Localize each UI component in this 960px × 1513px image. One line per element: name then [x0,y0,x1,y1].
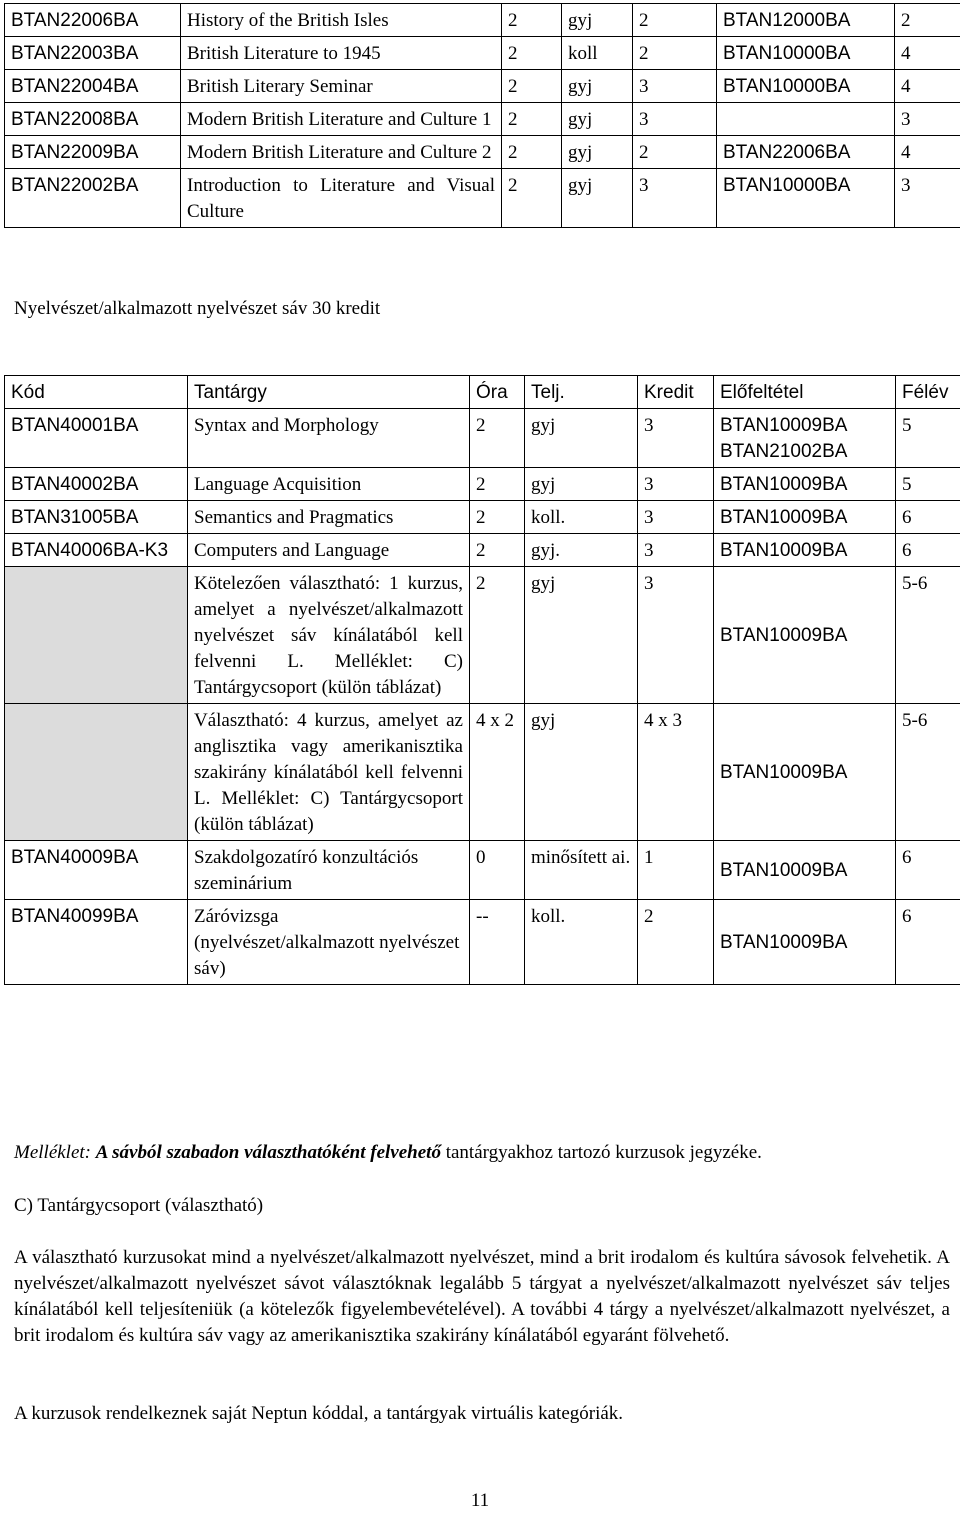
semester: 3 [895,103,960,136]
prerequisite: BTAN10000BA [717,169,895,228]
hours: 2 [502,70,562,103]
course-title: Semantics and Pragmatics [188,501,470,534]
assessment: gyj [562,103,633,136]
assessment: gyj [562,136,633,169]
table-row [5,900,960,985]
prerequisite: BTAN10000BA [717,37,895,70]
hours: 2 [502,136,562,169]
course-code: BTAN40006BA-K3 [5,534,188,567]
assessment: gyj [562,4,633,37]
course-code: BTAN40009BA [5,841,188,900]
prerequisite: BTAN10009BA [714,534,896,567]
semester: 4 [895,136,960,169]
hours: 2 [502,37,562,70]
prerequisite: BTAN10009BA [714,468,896,501]
table-row [5,468,960,501]
hours: 2 [502,169,562,228]
course-code: BTAN22003BA [5,37,181,70]
hours: 2 [470,409,525,468]
page-number: 11 [470,1490,490,1511]
prerequisite: BTAN10009BA [714,567,896,704]
credit: 3 [638,468,714,501]
course-title: Syntax and Morphology [188,409,470,468]
table-row [5,4,960,37]
credit: 4 x 3 [638,704,714,841]
assessment: gyj [562,169,633,228]
table-row [5,567,960,704]
course-title: History of the British Isles [181,4,502,37]
course-code: BTAN31005BA [5,501,188,534]
hours: 2 [470,534,525,567]
prerequisite: BTAN10009BA [714,704,896,841]
literature-course-table [4,3,960,228]
course-code: BTAN40001BA [5,409,188,468]
prerequisite: BTAN10009BA [714,501,896,534]
prerequisite: BTAN12000BA [717,4,895,37]
assessment: gyj [525,704,638,841]
annex-bold-text: A sávból szabadon választhatóként felvehető [95,1142,441,1163]
table-row [5,841,960,900]
table-row [5,169,960,228]
semester: 6 [896,900,960,985]
course-title: Záróvizsga (nyelvészet/alkalmazott nyelvészet sáv) [188,900,470,985]
header-semester: Félév [896,376,960,409]
course-title: British Literary Seminar [181,70,502,103]
course-title: Szakdolgozatíró konzultációs szeminárium [188,841,470,900]
group-subheading: C) Tantárgycsoport (választható) [14,1195,264,1216]
semester: 6 [896,534,960,567]
explanation-paragraph: A választható kurzusokat mind a nyelvészet/alkalmazott nyelvészet, mind a brit irodalom és kultúra sávosok felvehetik. A nyelvészet/alkalmazott nyelvészet sávot választóknak legalább 5 tárgyat a nyelvészet/alkalmazott nyelvészet sáv teljes kínálatából kell teljesíteniük (a kötelezők figyelembevételével). A további 4 tárgy a nyelvészet/alkalmazott nyelvészet, a brit irodalom és kultúra sáv vagy az amerikanisztika szakirány kínálatából egyaránt fölvehető. [14,1247,950,1346]
credit: 3 [633,103,717,136]
hours: 2 [470,501,525,534]
course-title: Language Acquisition [188,468,470,501]
course-title: British Literature to 1945 [181,37,502,70]
assessment: koll [562,37,633,70]
table-row [5,704,960,841]
hours: -- [470,900,525,985]
annex-rest-text: tantárgyakhoz tartozó kurzusok jegyzéke. [440,1142,762,1163]
table-row [5,103,960,136]
credit: 2 [633,37,717,70]
course-title: Kötelezően választható: 1 kurzus, amelyet a nyelvészet/alkalmazott nyelvészet sáv kínálatából kell felvenni L. Melléklet: C) Tantárgycsoport (külön táblázat) [188,567,470,704]
semester: 6 [896,841,960,900]
hours: 2 [502,103,562,136]
table-row [5,136,960,169]
hours: 2 [502,4,562,37]
hours: 0 [470,841,525,900]
hours: 4 x 2 [470,704,525,841]
semester: 6 [896,501,960,534]
course-code: BTAN22009BA [5,136,181,169]
prerequisite: BTAN10009BA BTAN21002BA [714,409,896,468]
neptun-note: A kurzusok rendelkeznek saját Neptun kóddal, a tantárgyak virtuális kategóriák. [14,1403,624,1424]
track-heading: Nyelvészet/alkalmazott nyelvészet sáv 30 kredit [14,298,381,319]
semester: 4 [895,37,960,70]
prerequisite [717,103,895,136]
semester: 5 [896,409,960,468]
hours: 2 [470,567,525,704]
credit: 3 [638,501,714,534]
credit: 3 [638,534,714,567]
header-assessment: Telj. [525,376,638,409]
course-title: Modern British Literature and Culture 2 [181,136,502,169]
table-row [5,70,960,103]
course-code: BTAN22004BA [5,70,181,103]
prerequisite: BTAN10000BA [717,70,895,103]
semester: 5 [896,468,960,501]
hours: 2 [470,468,525,501]
semester: 5-6 [896,704,960,841]
course-code: BTAN22008BA [5,103,181,136]
credit: 1 [638,841,714,900]
credit: 2 [638,900,714,985]
header-subject: Tantárgy [188,376,470,409]
prerequisite: BTAN22006BA [717,136,895,169]
prerequisite: BTAN10009BA [714,841,896,900]
course-code: BTAN40099BA [5,900,188,985]
semester: 4 [895,70,960,103]
annex-note [14,1140,950,1166]
credit: 3 [638,567,714,704]
header-credit: Kredit [638,376,714,409]
header-prerequisite: Előfeltétel [714,376,896,409]
credit: 3 [633,169,717,228]
semester: 2 [895,4,960,37]
semester: 3 [895,169,960,228]
course-title: Választható: 4 kurzus, amelyet az anglisztika vagy amerikanisztika szakirány kínálatából kell felvenni L. Melléklet: C) Tantárgycsoport (külön táblázat) [188,704,470,841]
assessment: minősített ai. [525,841,638,900]
assessment: gyj. [525,534,638,567]
assessment: koll. [525,501,638,534]
assessment: gyj [525,468,638,501]
linguistics-course-table [4,375,960,985]
credit: 3 [633,70,717,103]
header-hours: Óra [470,376,525,409]
assessment: gyj [562,70,633,103]
table-row [5,534,960,567]
prerequisite: BTAN10009BA [714,900,896,985]
table-row [5,501,960,534]
course-code [5,704,188,841]
course-code: BTAN40002BA [5,468,188,501]
assessment: gyj [525,409,638,468]
table-row [5,37,960,70]
credit: 2 [633,4,717,37]
credit: 2 [633,136,717,169]
course-code: BTAN22002BA [5,169,181,228]
assessment: gyj [525,567,638,704]
course-code [5,567,188,704]
table-header-row [5,376,960,409]
assessment: koll. [525,900,638,985]
course-title: Introduction to Literature and Visual Culture [181,169,502,228]
course-title: Computers and Language [188,534,470,567]
semester: 5-6 [896,567,960,704]
course-code: BTAN22006BA [5,4,181,37]
course-title: Modern British Literature and Culture 1 [181,103,502,136]
credit: 3 [638,409,714,468]
header-code: Kód [5,376,188,409]
table-row [5,409,960,468]
annex-label: Melléklet: [14,1142,96,1163]
